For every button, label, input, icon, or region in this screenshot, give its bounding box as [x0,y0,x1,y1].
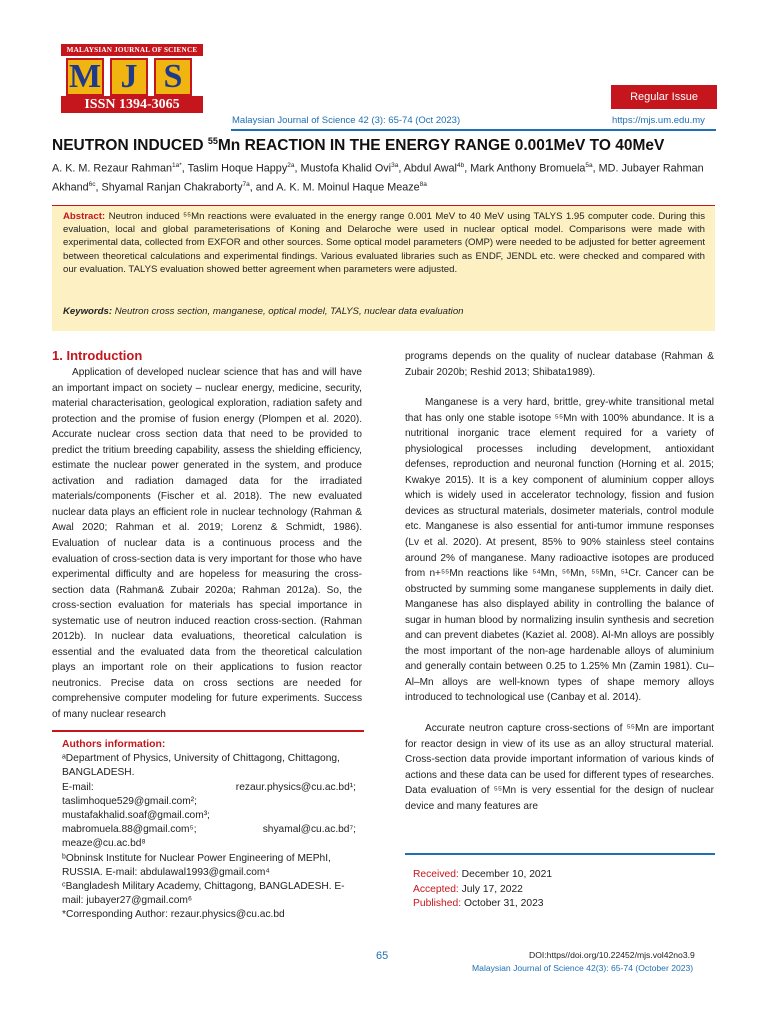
intro-paragraph-1-continued: programs depends on the quality of nuclear database (Rahman & Zubair 2020b; Reshid 2013; Shibata1989). [405,351,714,378]
section-heading-introduction: 1. Introduction [52,348,143,363]
logo-letter-m: M [66,58,104,96]
authors-info-divider [52,730,364,732]
authors-info-title: Authors information: [62,739,166,750]
abstract [63,210,705,276]
keywords-text: Neutron cross section, manganese, optical model, TALYS, nuclear data evaluation [112,306,464,317]
journal-reference: Malaysian Journal of Science 42 (3): 65-74 (Oct 2023) [232,115,461,126]
author-list: A. K. M. Rezaur Rahman$^{1a*}$, Taslim Hoque Happy$^{2a}$, Mustofa Khalid Ovi$^{3a}$, Abdul Awal$^{4b}$, Mark Anthony Bromuela$^{5a}$, MD. Jubayer Rahman Akhand$^{6c}$, Shyamal Ranjan Chakraborty$^{7a}$, and A. K. M. Moinul Haque Meaze$^{8a}$ [52,162,704,194]
author-name: Taslim Hoque Happy [187,162,288,175]
author-email: shyamal@cu.ac.bd⁷; [262,824,356,836]
footer-journal-reference: Malaysian Journal of Science 42(3): 65-74 (October 2023) [472,963,694,973]
publication-dates [413,868,552,912]
right-column [405,349,714,814]
accepted-label: Accepted: [413,883,459,895]
published-date: October 31, 2023 [461,898,544,909]
author-name: Mustofa Khalid Ovi [300,162,392,175]
published-label: Published: [413,898,462,909]
intro-paragraph-1: Application of developed nuclear science that has and will have an important impact on society – nuclear energy, medicine, security, material characterisation, geological exploration, radiation safety and protection and the promise of fusion energy (Plompen et al. 2020). Accurate nuclear cross section data that need to be provided to predict the tritium breeding capability, assess the shielding efficiency, estimate the nuclear power generated in the system, and produce activation and radiation damaged data for the irradiated materials/components (Fischer et al. 2018). The new evaluated nuclear data plays an efficient role in nuclear technology (Rahman & Awal 2020; Rahman et al. 2019; Lorenz & Schmidt, 1986). Evaluation of nuclear data is a continuous process and the evaluation of cross-section data is very important for those who have experimental difficulty and are hopeless for measuring the cross-section data (Rahman& Zubair 2020a; Rahman 2012a). So, the cross-section evaluation for materials has special importance in systematic use of neutron induced reaction cross-section. (Rahman 2012b). In nuclear data evaluations, theoretical calculation is essential and the evaluated data from the theoretical calculation plays an important role on their applications to fusion reactor neutronics. Precise data on cross sections are needed for comprehensive computer modeling for future experiments. Success of many nuclear research [52,367,362,721]
abstract-label: Abstract: [63,211,106,222]
paper-title: NEUTRON INDUCED $^{55}$Mn REACTION IN THE ENERGY RANGE 0.001MeV TO 40MeV [52,136,665,155]
issn-label: ISSN 1394-3065 [61,96,203,113]
author-name: MD. Jubayer Rahman Akhand [52,162,704,194]
email-label: E-mail: [62,781,94,793]
author-name: A. K. M. Rezaur Rahman [52,162,173,175]
logo-letter-s: S [154,58,192,96]
issue-badge: Regular Issue [611,85,717,109]
page-number: 65 [376,950,389,962]
authors-information [62,738,356,923]
accepted-date: July 17, 2022 [458,883,523,895]
keywords-label: Keywords: [63,306,113,317]
journal-url-link[interactable]: https://mjs.um.edu.my [612,115,705,126]
logo-letter-j: J [110,58,148,96]
received-label: Received: [413,869,459,880]
doi-link[interactable]: DOI:https//doi.org/10.22452/mjs.vol42no3.9 [529,950,695,960]
author-email: taslimhoque529@gmail.com²; [62,795,197,807]
abstract-text: Neutron induced ⁵⁵Mn reactions were evaluated in the energy range 0.001 MeV to 40 MeV using TALYS 1.95 computer code. During this evaluation, local and global parameterisations of Koning and Delaroche were used in nuclear optical model. Comparisons were made with experimental data, collected from EXFOR and other sources. Some optical model parameters (OMP) were needed to be adjusted for better agreement between theoretical calculations and experimental findings. Various evaluated libraries such as ENDF, JENDL etc. were checked and compared with our evaluation. TALYS evaluation showed better agreement when parameters were adjusted. [63,211,705,275]
journal-logo [66,58,192,96]
affiliation-c: ᶜBangladesh Military Academy, Chittagong, BANGLADESH. E-mail: jubayer27@gmail.com⁶ [62,881,345,907]
intro-paragraph-2: Manganese is a very hard, brittle, grey-white transitional metal that has only one stable isotope ⁵⁵Mn with 100% abundance. It is a nutritional inorganic trace element required for a variety of physiological processes including development, antioxidant defenses, reproduction and neuronal function (Horning et al. 2015; Kwakye 2015). It is a key component of aluminium copper alloys which is widely used in accelerator technology, fission and fusion devices as structural materials, dosimeter materials, control module etc. Manganese is also essential for anti-tumor immune responses (Lv et al. 2020). At present, 85% to 90% stainless steel contains around 2% of manganese. Many radioactive isotopes are produced from n+⁵⁵Mn reactions like ⁵⁴Mn, ⁵⁶Mn, ⁵⁵Mn, ⁵¹Cr. Cancer can be obstructed by summing some manganese supplements in daily diet. Manganese has also displayed ability in controlling the balance of sugar in human blood by normalizing insulin synthesis and secretion and can prevent diabetes (Kaziet al. 2008). Al-Mn alloys are possibly the most important of the non-age hardenable alloys of aluminium and generally contain between 0.25 to 1.25% Mn (Zamin 1981). Cu–Al–Mn alloys are well-known types of shape memory alloys introduced to technological use (Canbay et al. 2014). [405,397,714,704]
left-column [52,348,362,723]
corresponding-author: *Corresponding Author: rezaur.physics@cu.ac.bd [62,909,285,921]
author-name: A. K. M. Moinul Haque Meaze [276,181,420,194]
affiliation-a: ᵃDepartment of Physics, University of Chittagong, Chittagong, BANGLADESH. [62,753,340,779]
intro-paragraph-3: Accurate neutron capture cross-sections of ⁵⁵Mn are important for reactor design in view of its use as an alloy structural material. Cross-section data provide important information of various kinds of actions and these data can be used for different types of researches. Data evaluation of ⁵⁵Mn is very essential for the design of nuclear device and many features are [405,723,714,812]
author-name: Shyamal Ranjan Chakraborty [101,181,243,194]
author-email: meaze@cu.ac.bd⁸ [62,838,146,850]
received-date: December 10, 2021 [458,869,553,880]
author-email: mabromuela.88@gmail.com⁵; [62,824,197,836]
journal-banner: MALAYSIAN JOURNAL OF SCIENCE [61,44,203,56]
keywords [63,306,705,317]
author-email: rezaur.physics@cu.ac.bd¹; [235,781,356,793]
author-name: Mark Anthony Bromuela [470,162,586,175]
author-email: mustafakhalid.soaf@gmail.com³; [62,810,210,822]
header-divider [231,129,716,131]
dates-divider [405,853,715,855]
affiliation-b: ᵇObninsk Institute for Nuclear Power Engineering of MEPhI, RUSSIA. E-mail: abdulawal1993@gmail.com⁴ [62,852,331,878]
author-name: Abdul Awal [403,162,457,175]
